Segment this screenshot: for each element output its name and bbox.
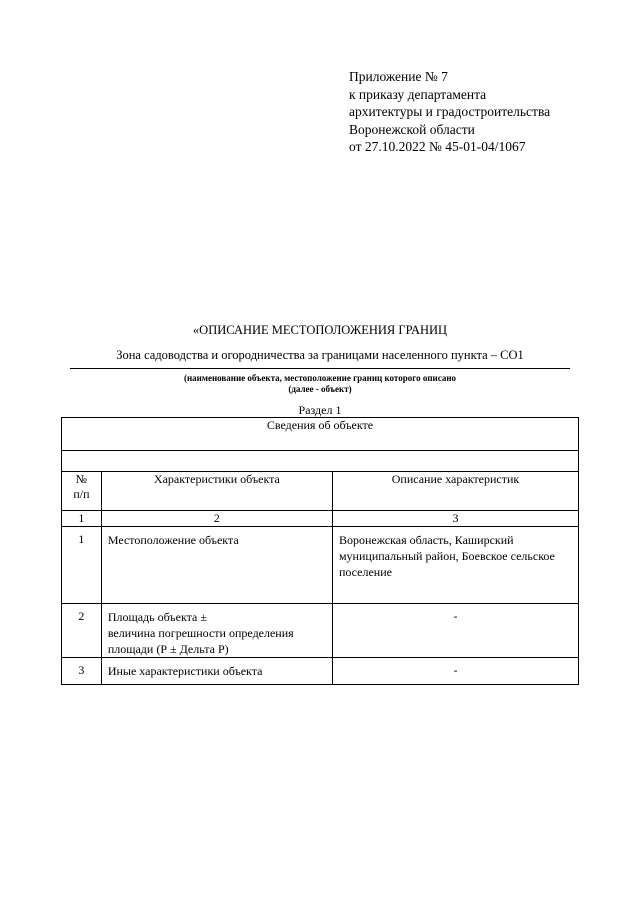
characteristic-text: [102, 604, 332, 657]
row-number: [62, 527, 102, 604]
header-description: Описание характеристик: [332, 472, 578, 511]
appendix-date-number: от 27.10.2022 № 45-01-04/1067: [349, 139, 526, 154]
index-cell: 1: [62, 511, 102, 527]
header-number-symbol: №: [75, 472, 88, 486]
row-number-value: 2: [78, 609, 85, 623]
characteristic-line: величина погрешности определения площади (Р ± Дельта Р): [107, 626, 294, 656]
row-number: [62, 604, 102, 658]
header-characteristics: Характеристики объекта: [101, 472, 332, 511]
appendix-line: Воронежской области: [349, 121, 475, 137]
row-characteristic: [101, 658, 332, 685]
index-cell: 3: [332, 511, 578, 527]
appendix-line: архитектуры и градостроительства: [349, 104, 551, 119]
table-row: [62, 658, 579, 685]
row-description: [332, 527, 578, 604]
description-dash: -: [453, 609, 458, 623]
appendix-block: [349, 68, 550, 156]
empty-cell: [62, 451, 579, 472]
row-number: [62, 658, 102, 685]
section-heading: Раздел 1: [298, 403, 342, 417]
characteristic-line: Площадь объекта ±: [107, 610, 207, 624]
row-description: [332, 604, 578, 658]
table-row: [62, 604, 579, 658]
row-characteristic: [101, 527, 332, 604]
table-empty-row: [62, 451, 579, 472]
table-title: Сведения об объекте: [62, 418, 579, 451]
description-text: Воронежская область, Каширский муниципальный район, Боевское сельское поселение: [338, 533, 555, 579]
table-title-row: [62, 418, 579, 451]
row-characteristic: [101, 604, 332, 658]
characteristic-text: Местоположение объекта: [107, 533, 239, 547]
table-index-row: [62, 511, 579, 527]
row-number-value: 1: [78, 532, 85, 546]
table-header-row: [62, 472, 579, 511]
caption-line: (наименование объекта, местоположение границ которого описано: [183, 373, 457, 383]
object-info-table: [61, 417, 579, 685]
characteristic-text: Иные характеристики объекта: [107, 664, 263, 678]
caption-line: (далее - объект): [288, 384, 352, 394]
object-name-caption: [0, 373, 640, 395]
description-dash: -: [453, 663, 458, 677]
row-description: [332, 658, 578, 685]
index-cell: 2: [101, 511, 332, 527]
table-row: [62, 527, 579, 604]
header-number: [62, 472, 102, 511]
appendix-line: Приложение № 7: [349, 69, 448, 84]
row-number-value: 3: [78, 663, 85, 677]
underline-divider: [70, 368, 570, 369]
appendix-line: к приказу департамента: [349, 86, 487, 102]
object-name: Зона садоводства и огородничества за границами населенного пункта – СО1: [116, 348, 524, 362]
header-number-abbrev: п/п: [73, 487, 90, 501]
document-title: «ОПИСАНИЕ МЕСТОПОЛОЖЕНИЯ ГРАНИЦ: [192, 323, 448, 337]
